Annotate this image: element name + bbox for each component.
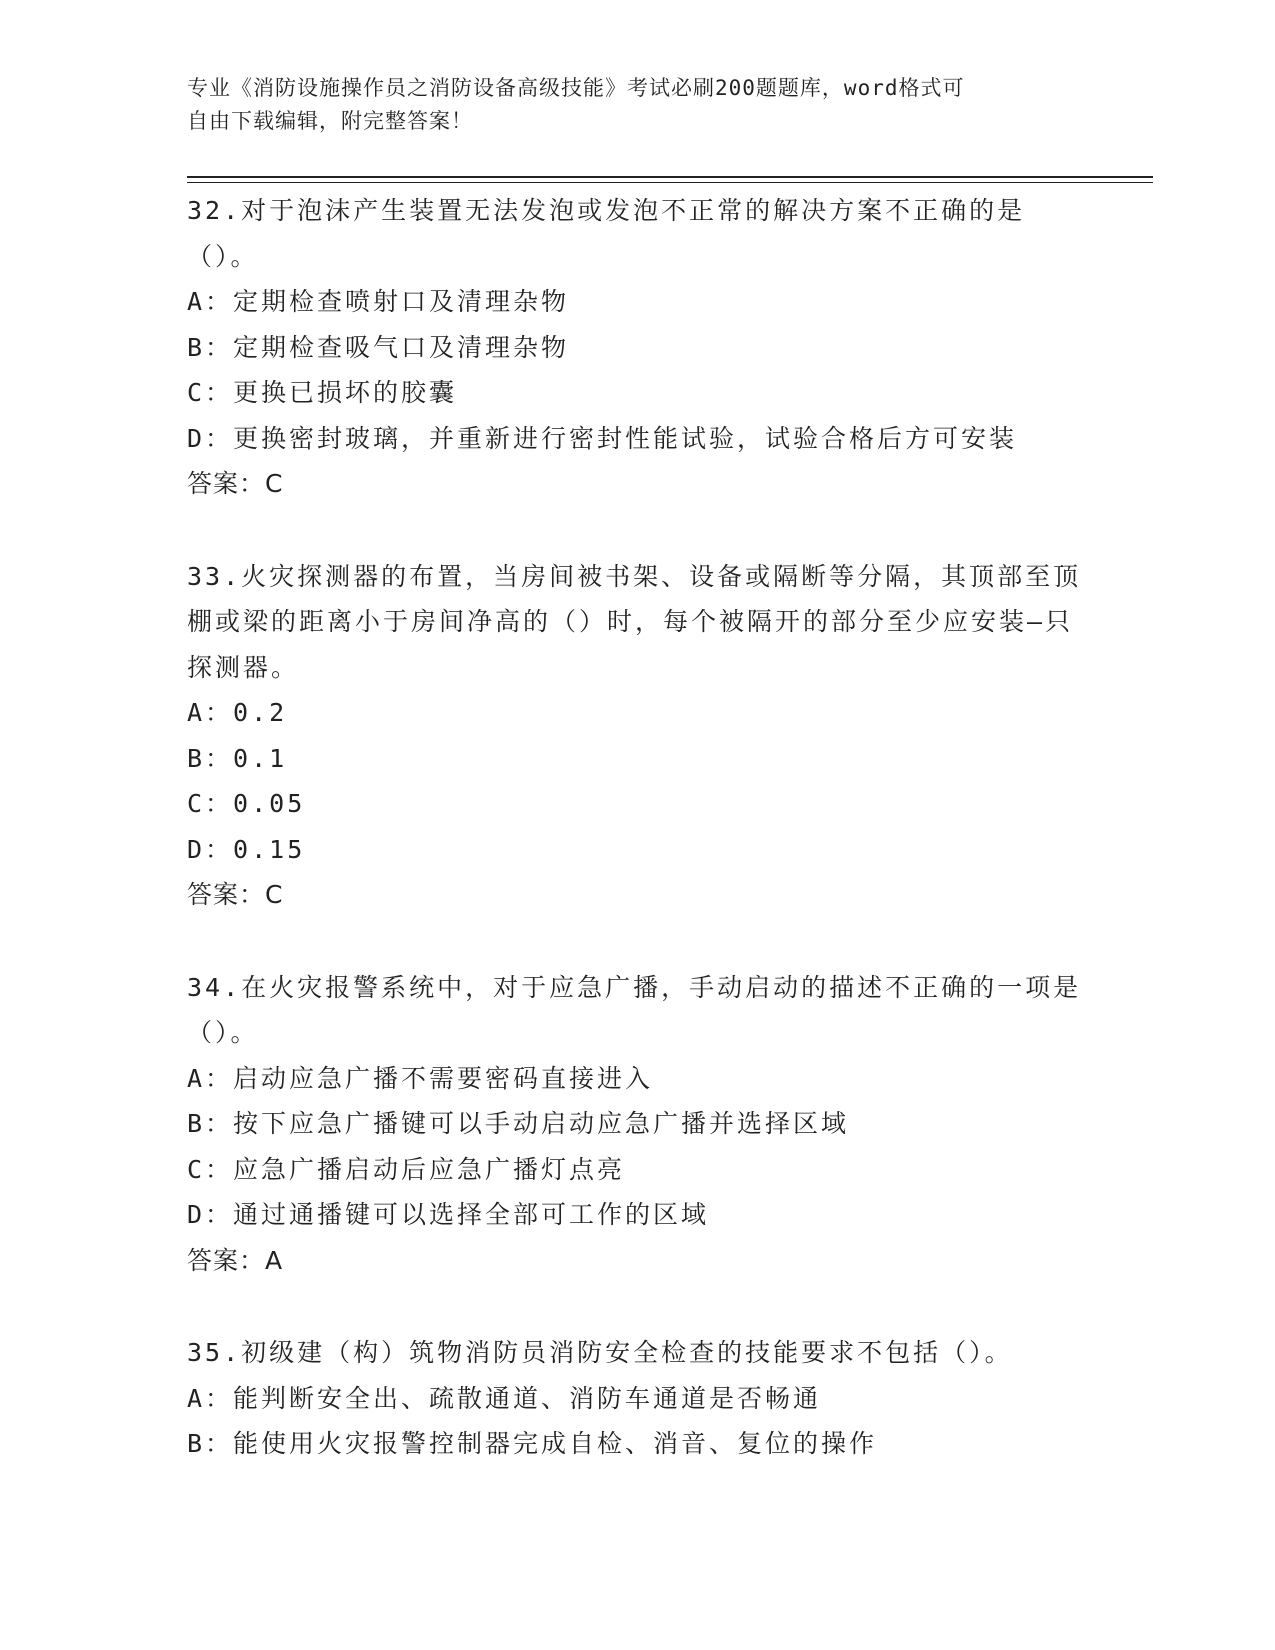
answer: 答案：C (187, 469, 284, 498)
question-list (187, 188, 1087, 1514)
question-34 (187, 965, 1087, 1284)
header-title-line-2: 自由下载编辑，附完整答案！ (187, 109, 473, 133)
answer: 答案：A (187, 1245, 284, 1275)
option-c: C：0.05 (187, 789, 306, 818)
option-b: B：定期检查吸气口及清理杂物 (187, 332, 570, 362)
option-a: A：启动应急广播不需要密码直接进入 (187, 1063, 654, 1093)
question-33 (187, 554, 1087, 918)
option-c: C：更换已损坏的胶囊 (187, 378, 458, 407)
question-stem: 33.火灾探测器的布置，当房间被书架、设备或隔断等分隔，其顶部至顶棚或梁的距离小于房间净高的（）时，每个被隔开的部分至少应安装—只探测器。 (187, 561, 1082, 682)
option-b: B：能使用火灾报警控制器完成自检、消音、复位的操作 (187, 1429, 878, 1458)
option-b: B：0.1 (187, 743, 288, 773)
header-title-line-1: 专业《消防设施操作员之消防设备高级技能》考试必刷200题题库，word格式可 (187, 76, 965, 100)
option-a: A：定期检查喷射口及清理杂物 (187, 287, 570, 316)
option-c: C：应急广播启动后应急广播灯点亮 (187, 1154, 626, 1184)
option-d: D：通过通播键可以选择全部可工作的区域 (187, 1200, 710, 1229)
question-stem: 34.在火灾报警系统中，对于应急广播，手动启动的描述不正确的一项是（）。 (187, 972, 1082, 1047)
option-a: A：0.2 (187, 698, 288, 727)
question-35 (187, 1330, 1087, 1467)
option-d: D：0.15 (187, 834, 306, 864)
question-32 (187, 188, 1087, 507)
option-d: D：更换密封玻璃，并重新进行密封性能试验，试验合格后方可安装 (187, 423, 1018, 453)
document-header (187, 72, 1067, 138)
answer: 答案：C (187, 880, 284, 909)
header-divider-thin (187, 182, 1153, 183)
question-stem: 35.初级建（构）筑物消防员消防安全检查的技能要求不包括（）。 (187, 1338, 1013, 1367)
option-a: A：能判断安全出、疏散通道、消防车通道是否畅通 (187, 1383, 822, 1413)
header-divider-thick (187, 176, 1153, 178)
option-b: B：按下应急广播键可以手动启动应急广播并选择区域 (187, 1109, 850, 1138)
question-stem: 32.对于泡沫产生装置无法发泡或发泡不正常的解决方案不正确的是（）。 (187, 196, 1026, 271)
